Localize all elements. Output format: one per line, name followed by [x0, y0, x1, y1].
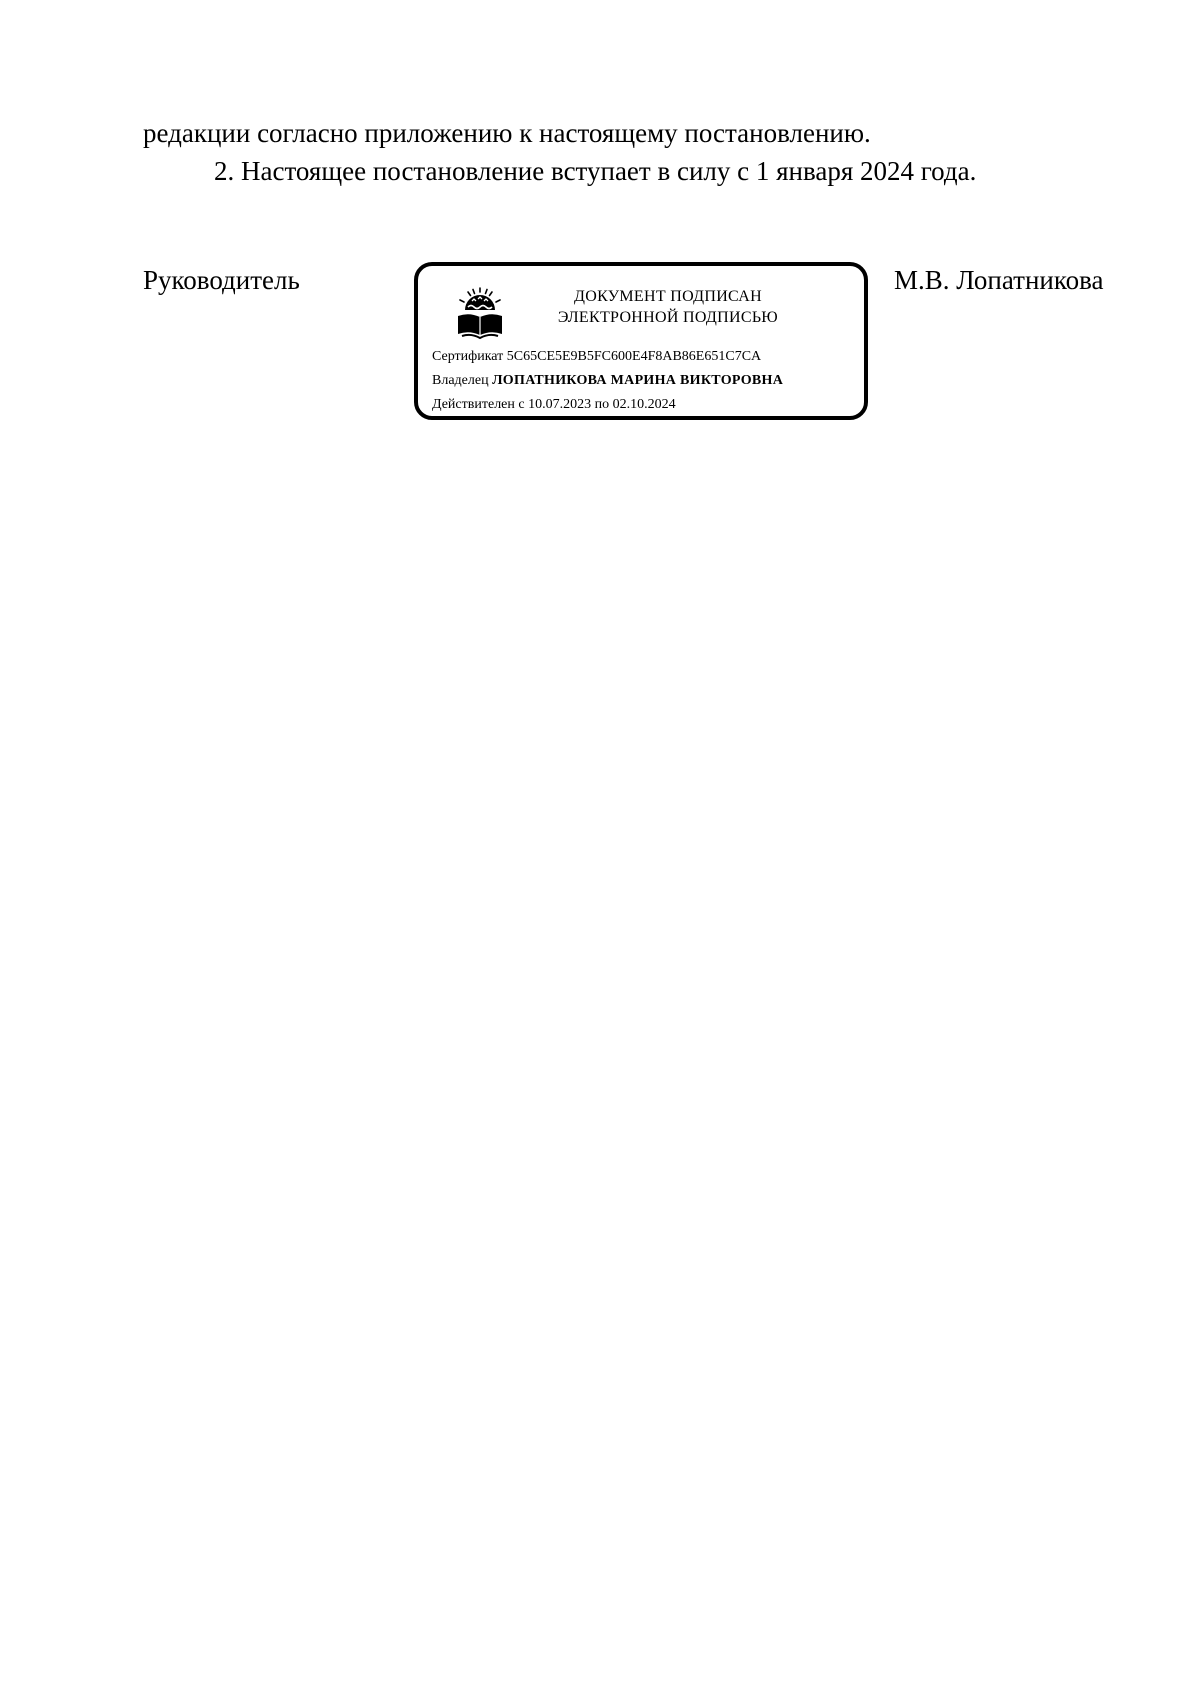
signer-position: Руководитель: [143, 265, 300, 295]
owner-value: ЛОПАТНИКОВА МАРИНА ВИКТОРОВНА: [492, 373, 784, 388]
valid-to-date: 02.10.2024: [612, 397, 676, 412]
coat-of-arms-icon: [456, 286, 504, 340]
owner-label: Владелец: [432, 373, 489, 388]
stamp-heading-line-2: ЭЛЕКТРОННОЙ ПОДПИСЬЮ: [557, 309, 779, 326]
paragraph-tail: редакции согласно приложению к настоящему постановлению.: [143, 118, 871, 148]
stamp-validity-row: [432, 396, 676, 414]
valid-from-date: 10.07.2023: [528, 397, 592, 412]
valid-to-label: по: [594, 397, 610, 412]
certificate-value: 5C65CE5E9B5FC600E4F8AB86E651C7CA: [506, 349, 762, 364]
electronic-signature-stamp: [414, 262, 868, 420]
signer-name: М.В. Лопатникова: [894, 265, 1104, 295]
stamp-owner-row: [432, 372, 783, 390]
stamp-certificate-row: [432, 348, 761, 366]
stamp-heading: [518, 286, 818, 328]
certificate-label: Сертификат: [432, 349, 504, 364]
stamp-heading-line-1: ДОКУМЕНТ ПОДПИСАН: [574, 288, 762, 305]
valid-from-label: Действителен с: [432, 397, 525, 412]
clause-2: 2. Настоящее постановление вступает в силу с 1 января 2024 года.: [214, 156, 977, 186]
